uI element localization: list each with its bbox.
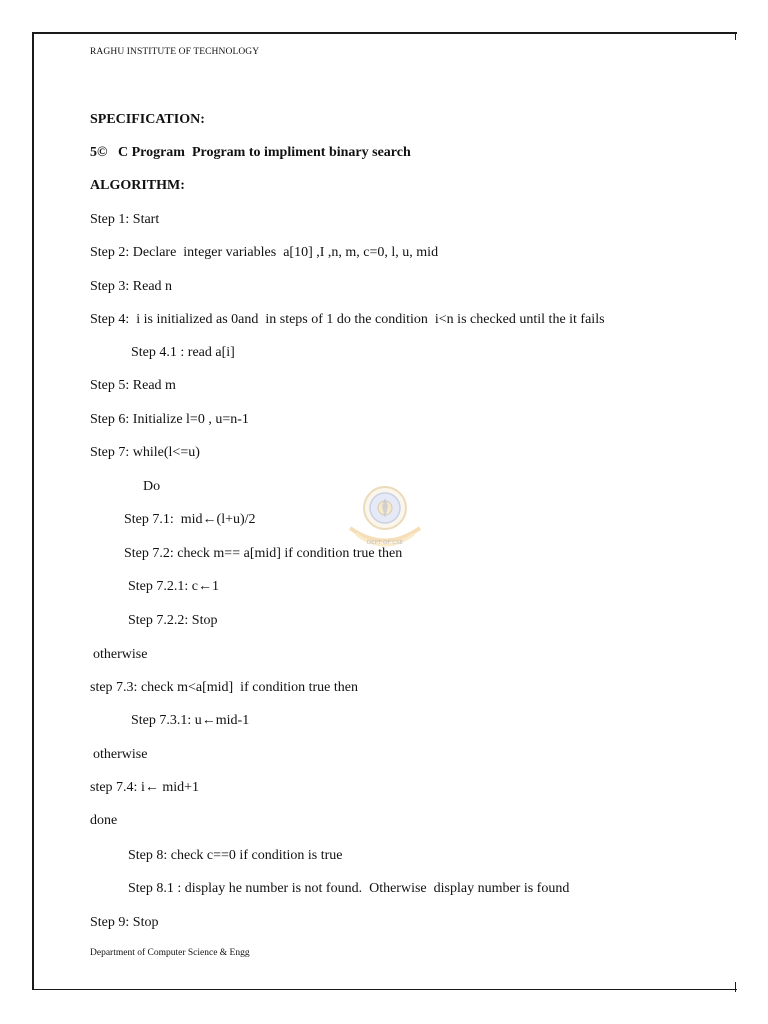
algorithm-step: step 7.4: i← mid+1	[90, 780, 200, 795]
algorithm-step: Step 7.2.2: Stop	[128, 613, 218, 628]
page-border-right-bottom	[735, 982, 736, 992]
algorithm-heading: ALGORITHM:	[90, 178, 185, 193]
algorithm-step: Step 7.2: check m== a[mid] if condition true then	[124, 546, 403, 561]
college-seal-icon	[340, 478, 430, 558]
algorithm-step: Do	[143, 479, 161, 494]
specification-heading: SPECIFICATION:	[90, 112, 205, 127]
department-footer: Department of Computer Science & Engg	[90, 948, 250, 958]
algorithm-step: Step 7.1: mid←(l+u)/2	[124, 512, 256, 527]
algorithm-step: Step 6: Initialize l=0 , u=n-1	[90, 412, 249, 427]
algorithm-step: Step 7: while(l<=u)	[90, 445, 200, 460]
seal-caption: DEPT OF CSE	[366, 540, 404, 546]
algorithm-step: Step 2: Declare integer variables a[10] ,I ,n, m, c=0, l, u, mid	[90, 245, 439, 260]
algorithm-step: Step 8: check c==0 if condition is true	[128, 848, 343, 863]
algorithm-step: step 7.3: check m<a[mid] if condition true then	[90, 680, 358, 695]
algorithm-step: Step 8.1 : display he number is not found. Otherwise display number is found	[128, 881, 570, 896]
algorithm-step: Step 4: i is initialized as 0and in steps of 1 do the condition i<n is checked until the it fails	[90, 312, 605, 327]
algorithm-step: Step 9: Stop	[90, 915, 159, 930]
algorithm-step: otherwise	[93, 747, 148, 762]
institute-header: RAGHU INSTITUTE OF TECHNOLOGY	[90, 47, 260, 57]
algorithm-step: Step 7.2.1: c←1	[128, 579, 219, 594]
algorithm-step: otherwise	[93, 647, 148, 662]
algorithm-step: Step 3: Read n	[90, 279, 173, 294]
algorithm-step: done	[90, 813, 118, 828]
algorithm-step: Step 5: Read m	[90, 378, 176, 393]
page-border-right-top	[735, 32, 736, 40]
algorithm-step: Step 1: Start	[90, 212, 160, 227]
algorithm-step: Step 7.3.1: u←mid-1	[131, 713, 250, 728]
program-title: 5© C Program Program to impliment binary search	[90, 145, 411, 160]
algorithm-step: Step 4.1 : read a[i]	[131, 345, 235, 360]
